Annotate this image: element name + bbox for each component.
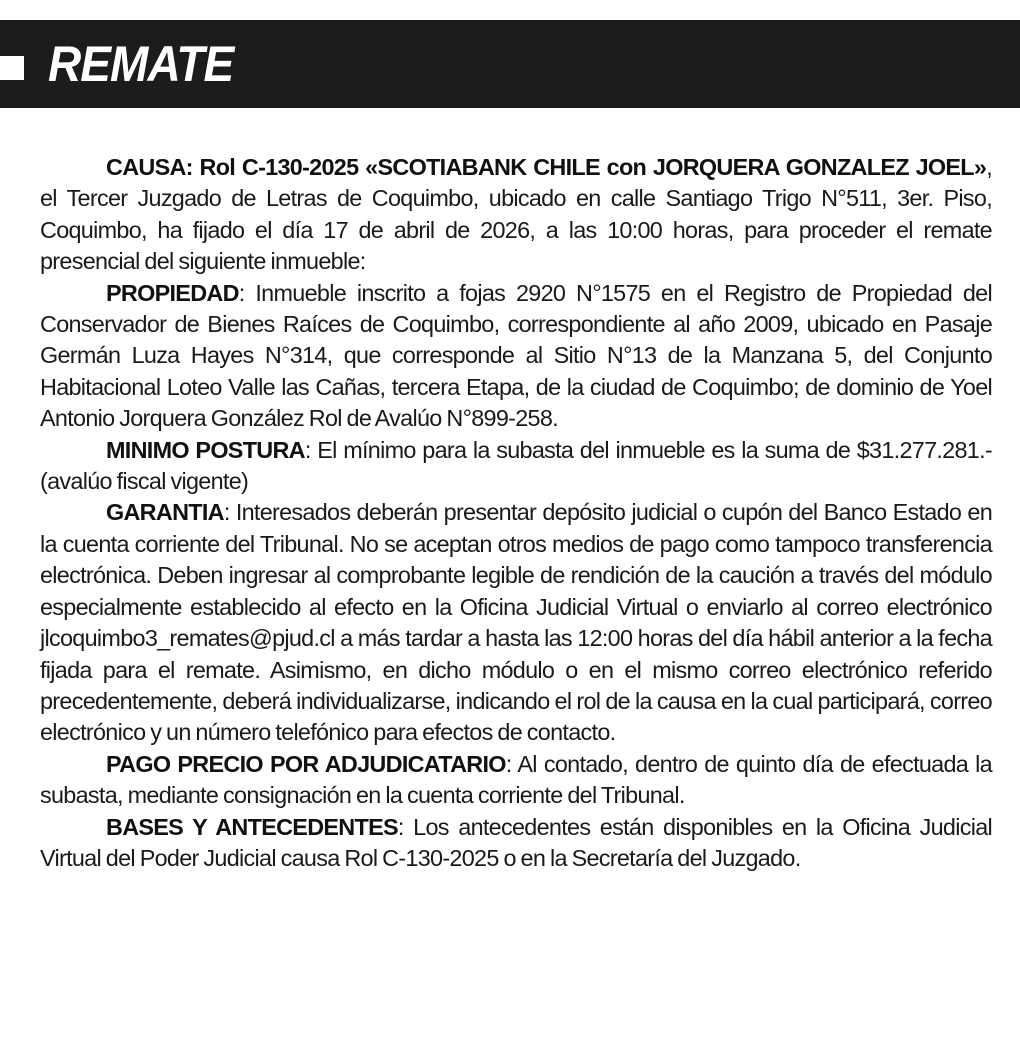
paragraph-pago-precio (40, 749, 992, 812)
notice-body (40, 152, 992, 874)
paragraph-text: : Inmueble inscrito a fojas 2920 N°1575 en el Registro de Propiedad del Conservador de Bienes Raíces de Coquimbo, correspondiente al año 2009, ubicado en Pasaje Germán Luza Hayes N°314, que corresponde al Sitio N°13 de la Manzana 5, del Conjunto Habitacional Loteo Valle las Cañas, tercera Etapa, de la ciudad de Coquimbo; de dominio de Yoel Antonio Jorquera González Rol de Avalúo N°899-258. (40, 279, 992, 432)
paragraph-text: , el Tercer Juzgado de Letras de Coquimbo, ubicado en calle Santiago Trigo N°511, 3er. Piso, Coquimbo, ha fijado el día 17 de abril de 2026, a las 10:00 horas, para proceder el remate presencial del siguiente inmueble: (40, 154, 992, 275)
paragraph-text: : Al contado, dentro de quinto día de efectuada la subasta, mediante consignación en la cuenta corriente del Tribunal. (40, 750, 992, 809)
paragraph-text: : Interesados deberán presentar depósito judicial o cupón del Banco Estado en la cuenta corriente del Tribunal. No se aceptan otros medios de pago como tampoco transferencia electrónica. Deben ingresar al comprobante legible de rendición de la caución a través del módulo especialmente establecido al efecto en la Oficina Judicial Virtual o enviarlo al correo electrónico jlcoquimbo3_remates@pjud.cl a más tardar a hasta las 12:00 horas del día hábil anterior a la fecha fijada para el remate. Asimismo, en dicho módulo o en el mismo correo electrónico referido precedentemente, deberá individualizarse, indicando el rol de la causa en la cual participará, correo electrónico y un número telefónico para efectos de contacto. (40, 499, 992, 746)
header-bar (0, 20, 1020, 108)
paragraph-text: : Los antecedentes están disponibles en la Oficina Judicial Virtual del Poder Judicial causa Rol C-130-2025 o en la Secretaría del Juzgado. (40, 813, 992, 871)
paragraph-text: : El mínimo para la subasta del inmueble es la suma de $31.277.281.- (avalúo fiscal vigente) (40, 436, 992, 495)
paragraph-lead: PROPIEDAD (106, 279, 239, 306)
paragraph-causa (40, 152, 992, 278)
paragraph-propiedad (40, 278, 992, 435)
paragraph-lead: MINIMO POSTURA (106, 436, 305, 463)
paragraph-lead: CAUSA: Rol C-130-2025 «SCOTIABANK CHILE con JORQUERA GONZALEZ JOEL» (106, 154, 987, 180)
paragraph-lead: BASES Y ANTECEDENTES (106, 813, 398, 840)
page-title: REMATE (48, 36, 234, 92)
paragraph-minimo-postura (40, 435, 992, 498)
paragraph-bases (40, 812, 992, 875)
paragraph-lead: GARANTIA (106, 499, 224, 526)
square-bullet-icon (0, 56, 24, 80)
paragraph-garantia (40, 497, 992, 748)
paragraph-lead: PAGO PRECIO POR ADJUDICATARIO (106, 750, 506, 777)
